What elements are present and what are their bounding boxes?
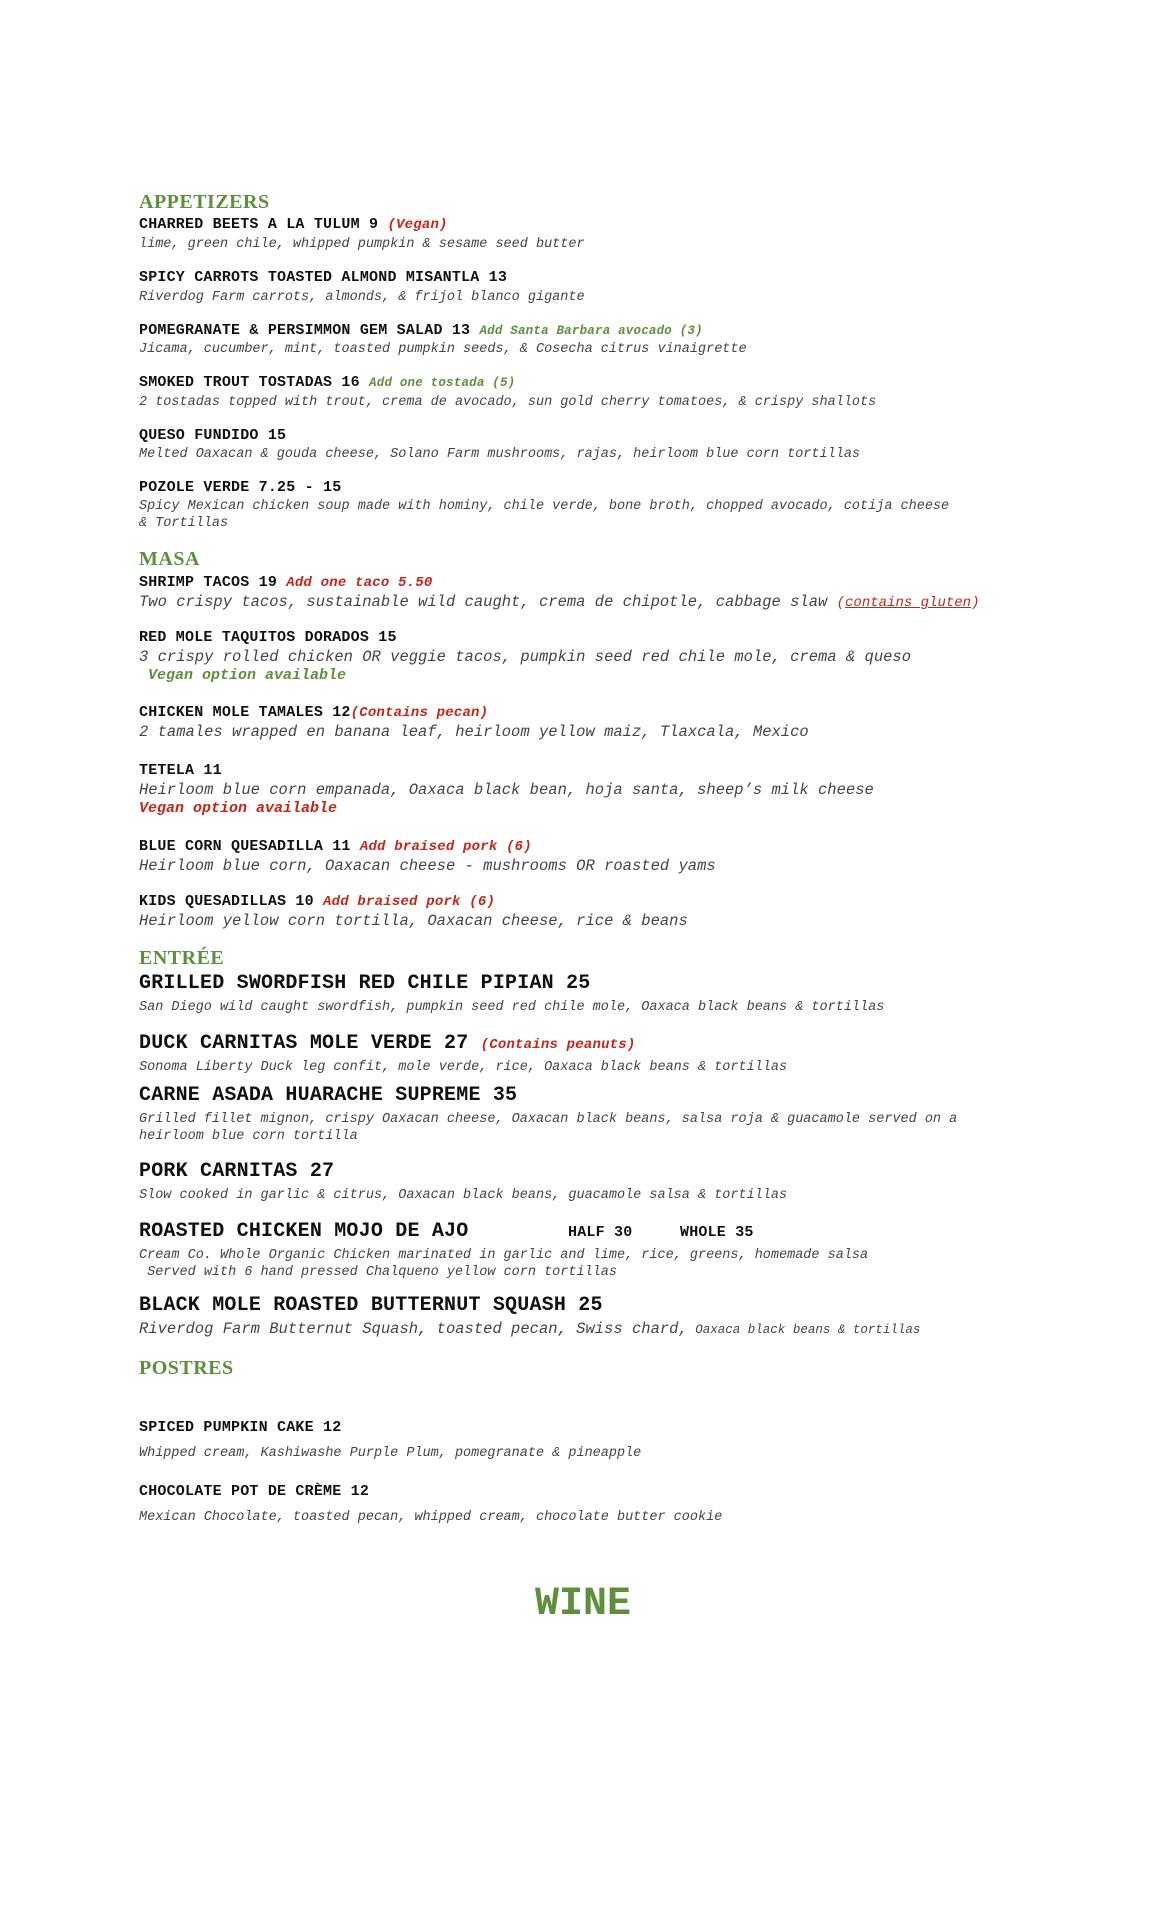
menu-item-description [139, 1320, 1059, 1339]
price-half: HALF 30 [568, 1224, 633, 1241]
item-title: DUCK CARNITAS MOLE VERDE 27 [139, 1032, 469, 1055]
description-text: Riverdog Farm Butternut Squash, toasted pecan, Swiss chard, [139, 1320, 688, 1338]
item-title: CHARRED BEETS A LA TULUM 9 [139, 216, 379, 233]
item-title: POMEGRANATE & PERSIMMON GEM SALAD 13 [139, 322, 471, 339]
menu-item-name: SPICY CARROTS TOASTED ALMOND MISANTLA 13 [139, 269, 508, 286]
menu-item-name [139, 216, 448, 233]
vegan-option: Vegan option available [139, 800, 338, 817]
menu-item-description: Heirloom yellow corn tortilla, Oaxacan cheese, rice & beans [139, 912, 688, 930]
menu-item-name: POZOLE VERDE 7.25 - 15 [139, 479, 342, 496]
vegan-option: Vegan option available [148, 667, 347, 684]
allergen-note: (Contains pecan) [350, 705, 489, 721]
menu-item-description: Melted Oaxacan & gouda cheese, Solano Farm mushrooms, rajas, heirloom blue corn tortillas [139, 447, 861, 462]
menu-item-description: Slow cooked in garlic & citrus, Oaxacan black beans, guacamole salsa & tortillas [139, 1188, 788, 1203]
section-heading-entree: ENTRÉE [139, 947, 225, 969]
addon-note: Add braised pork (6) [323, 894, 496, 910]
menu-item-description: Heirloom blue corn empanada, Oaxaca black bean, hoja santa, sheep’s milk cheese [139, 781, 874, 799]
addon-note: Add Santa Barbara avocado (3) [479, 324, 703, 338]
vegan-note: (Vegan) [387, 217, 448, 233]
item-title: KIDS QUESADILLAS 10 [139, 893, 314, 910]
menu-item-description [139, 593, 1059, 612]
menu-item-description: 3 crispy rolled chicken OR veggie tacos, pumpkin seed red chile mole, crema & queso [139, 648, 912, 666]
menu-item-name [139, 893, 495, 910]
description-tail: Oaxaca black beans & tortillas [687, 1323, 921, 1337]
menu-item-name [139, 1032, 635, 1055]
menu-item-name: GRILLED SWORDFISH RED CHILE PIPIAN 25 [139, 972, 591, 995]
menu-item-name: RED MOLE TAQUITOS DORADOS 15 [139, 629, 397, 646]
section-heading-wine: WINE [534, 1582, 631, 1627]
menu-item-description: Grilled fillet mignon, crispy Oaxacan cheese, Oaxacan black beans, salsa roja & guacamole served on a heirloom blue corn tortilla [139, 1112, 958, 1144]
menu-item-name [139, 838, 532, 855]
item-title: SMOKED TROUT TOSTADAS 16 [139, 374, 360, 391]
description-text: Two crispy tacos, sustainable wild caught, crema de chipotle, cabbage slaw [139, 593, 828, 611]
menu-item-name: BLACK MOLE ROASTED BUTTERNUT SQUASH 25 [139, 1294, 603, 1317]
allergen-note: (Contains peanuts) [480, 1037, 636, 1053]
menu-item-name [139, 374, 515, 391]
menu-item-name: CARNE ASADA HUARACHE SUPREME 35 [139, 1084, 518, 1107]
menu-item-description: 2 tostadas topped with trout, crema de avocado, sun gold cherry tomatoes, & crispy shallots [139, 395, 877, 410]
menu-item-name: TETELA 11 [139, 762, 222, 779]
menu-item-description: Jicama, cucumber, mint, toasted pumpkin seeds, & Cosecha citrus vinaigrette [139, 342, 747, 357]
menu-item-description: 2 tamales wrapped en banana leaf, heirloom yellow maiz, Tlaxcala, Mexico [139, 723, 809, 741]
menu-item-description: Riverdog Farm carrots, almonds, & frijol blanco gigante [139, 290, 585, 305]
menu-item-name: CHOCOLATE POT DE CRÈME 12 [139, 1483, 370, 1500]
menu-item-description: Spicy Mexican chicken soup made with hominy, chile verde, bone broth, chopped avocado, cotija cheese & Tortillas [139, 499, 950, 531]
addon-note: Add one taco 5.50 [286, 575, 433, 591]
section-heading-masa: MASA [139, 548, 200, 570]
menu-item-name: PORK CARNITAS 27 [139, 1160, 335, 1183]
menu-item-description: Cream Co. Whole Organic Chicken marinated in garlic and lime, rice, greens, homemade salsa Served with 6 hand pressed Chalqueno yellow corn tortillas [139, 1248, 869, 1280]
menu-item-name [139, 574, 432, 591]
paren-close: ) [971, 595, 980, 611]
menu-item-description: lime, green chile, whipped pumpkin & sesame seed butter [139, 237, 585, 252]
gluten-warning [837, 595, 980, 611]
menu-item-description: Whipped cream, Kashiwashe Purple Plum, pomegranate & pineapple [139, 1446, 642, 1461]
addon-note: Add one tostada (5) [369, 376, 516, 390]
menu-item-name: SPICED PUMPKIN CAKE 12 [139, 1419, 342, 1436]
menu-item-name: QUESO FUNDIDO 15 [139, 427, 287, 444]
menu-item-name: ROASTED CHICKEN MOJO DE AJO [139, 1220, 469, 1243]
menu-item-description: Mexican Chocolate, toasted pecan, whipped cream, chocolate butter cookie [139, 1510, 723, 1525]
menu-item-name [139, 704, 488, 721]
item-title: CHICKEN MOLE TAMALES 12 [139, 704, 351, 721]
item-title: SHRIMP TACOS 19 [139, 574, 278, 591]
menu-item-description: San Diego wild caught swordfish, pumpkin seed red chile mole, Oaxaca black beans & tortillas [139, 1000, 885, 1015]
addon-note: Add braised pork (6) [359, 839, 532, 855]
paren-open: ( [836, 595, 846, 611]
gluten-link[interactable]: contains gluten [845, 595, 972, 611]
section-heading-appetizers: APPETIZERS [139, 191, 270, 213]
item-title: BLUE CORN QUESADILLA 11 [139, 838, 351, 855]
section-heading-postres: POSTRES [139, 1357, 234, 1379]
menu-item-description: Sonoma Liberty Duck leg confit, mole verde, rice, Oaxaca black beans & tortillas [139, 1060, 788, 1075]
menu-item-name [139, 322, 703, 339]
menu-item-description: Heirloom blue corn, Oaxacan cheese - mushrooms OR roasted yams [139, 857, 716, 875]
price-whole: WHOLE 35 [680, 1224, 754, 1241]
